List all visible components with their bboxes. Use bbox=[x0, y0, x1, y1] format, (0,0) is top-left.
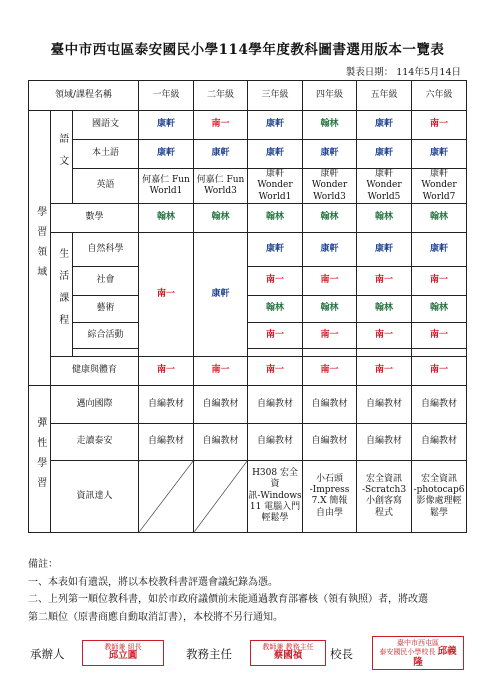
row-health bbox=[29, 356, 467, 385]
header-grade-2: 二年級 bbox=[194, 81, 248, 111]
cell: 自編教材 bbox=[139, 423, 194, 460]
principal-label: 校長 bbox=[330, 647, 353, 661]
row-math bbox=[29, 203, 467, 232]
cell: 南一 bbox=[139, 356, 194, 385]
subject-mandarin: 國語文 bbox=[73, 111, 139, 140]
cell: 自編教材 bbox=[412, 385, 467, 423]
spacer-cell bbox=[412, 348, 467, 356]
cell: 翰林 bbox=[248, 295, 303, 322]
cell: 自編教材 bbox=[303, 423, 357, 460]
cell: 南一 bbox=[412, 266, 467, 295]
cell: 康軒 bbox=[139, 111, 194, 140]
spacer-cell bbox=[303, 348, 357, 356]
row-social bbox=[29, 266, 467, 295]
row-it bbox=[29, 460, 467, 532]
cell: 自編教材 bbox=[248, 423, 303, 460]
cell: 南一 bbox=[248, 266, 303, 295]
cell: 何嘉仁 Fun World3 bbox=[194, 169, 248, 204]
cell: 自編教材 bbox=[412, 423, 467, 460]
row-taian bbox=[29, 423, 467, 460]
cell: 康軒 bbox=[248, 111, 303, 140]
spacer-cell bbox=[357, 348, 412, 356]
cell: 康軒 Wonder World5 bbox=[357, 169, 412, 204]
cell-life-g1: 南一 bbox=[139, 232, 194, 356]
cell: 康軒 bbox=[412, 232, 467, 266]
cell: 翰林 bbox=[303, 111, 357, 140]
cell: 南一 bbox=[303, 356, 357, 385]
subject-science: 自然科學 bbox=[73, 232, 139, 266]
row-native bbox=[29, 140, 467, 169]
cell: 康軒 bbox=[248, 232, 303, 266]
subject-taian: 走讀泰安 bbox=[51, 423, 139, 460]
cell: 自編教材 bbox=[357, 423, 412, 460]
header-row bbox=[29, 81, 467, 111]
cell: 南一 bbox=[412, 111, 467, 140]
group-learning: 學習領域 bbox=[29, 111, 51, 386]
cell: H308 宏全資 訊-Windows 11 電腦入門 輕鬆學 bbox=[248, 460, 303, 532]
note-line-1: 一、本表如有遺誤，將以本校教科書評選會議紀錄為憑。 bbox=[28, 576, 278, 588]
subject-integrative: 綜合活動 bbox=[73, 322, 139, 348]
header-grade-1: 一年級 bbox=[139, 81, 194, 111]
cell: 康軒 bbox=[139, 140, 194, 169]
page-title: 臺中市西屯區泰安國民小學114學年度教科圖書選用版本一覽表 bbox=[50, 42, 445, 58]
cell: 小石頭 -Impress 7.X 簡報 自由學 bbox=[303, 460, 357, 532]
cell: 翰林 bbox=[357, 295, 412, 322]
header-grade-5: 五年級 bbox=[357, 81, 412, 111]
cell: 翰林 bbox=[412, 203, 467, 232]
cell: 康軒 bbox=[303, 232, 357, 266]
cell: 翰林 bbox=[412, 295, 467, 322]
cell-empty-diagonal bbox=[194, 460, 248, 532]
subject-global: 邁向國際 bbox=[51, 385, 139, 423]
cell: 翰林 bbox=[248, 203, 303, 232]
cell-life-g2: 康軒 bbox=[194, 232, 248, 356]
row-science bbox=[29, 232, 467, 266]
cell: 自編教材 bbox=[139, 385, 194, 423]
cell: 自編教材 bbox=[194, 423, 248, 460]
cell: 南一 bbox=[357, 356, 412, 385]
cell: 康軒 bbox=[412, 140, 467, 169]
cell: 翰林 bbox=[357, 203, 412, 232]
date-label: 製表日期： 114年5月14日 bbox=[345, 67, 461, 78]
cell: 南一 bbox=[248, 322, 303, 348]
cell: 何嘉仁 Fun World1 bbox=[139, 169, 194, 204]
cell: 宏全資訊 -Scratch3 小創客寫 程式 bbox=[357, 460, 412, 532]
cell: 翰林 bbox=[139, 203, 194, 232]
cell: 自編教材 bbox=[303, 385, 357, 423]
cell: 康軒 bbox=[248, 140, 303, 169]
cell-empty-diagonal bbox=[139, 460, 194, 532]
row-mandarin bbox=[29, 111, 467, 140]
spacer-cell bbox=[73, 348, 139, 356]
cell: 南一 bbox=[194, 111, 248, 140]
cell: 康軒 Wonder World1 bbox=[248, 169, 303, 204]
subject-social: 社會 bbox=[73, 266, 139, 295]
cell: 康軒 bbox=[357, 140, 412, 169]
undertaker-stamp: 教師兼 組長 邱立圓 bbox=[82, 640, 164, 666]
principal-stamp: 臺中市西屯區 泰安國民小學校長 邱義隆 bbox=[372, 636, 464, 670]
cell: 自編教材 bbox=[248, 385, 303, 423]
header-corner: 領域/課程名稱 bbox=[29, 81, 139, 111]
signature-row bbox=[28, 636, 468, 676]
subject-health: 健康與體育 bbox=[51, 356, 139, 385]
group-life: 生活課程 bbox=[51, 232, 73, 356]
cell: 南一 bbox=[194, 356, 248, 385]
header-grade-3: 三年級 bbox=[248, 81, 303, 111]
spacer-cell bbox=[248, 348, 303, 356]
textbook-table bbox=[28, 80, 467, 533]
cell: 自編教材 bbox=[357, 385, 412, 423]
row-global bbox=[29, 385, 467, 423]
note-line-2a: 二、上列第一順位教科書，如於市政府議價前未能通過教育部審核（領有執照）者，將改選 bbox=[28, 594, 428, 605]
cell: 翰林 bbox=[303, 203, 357, 232]
cell: 南一 bbox=[303, 266, 357, 295]
cell: 康軒 Wonder World3 bbox=[303, 169, 357, 204]
header-grade-4: 四年級 bbox=[303, 81, 357, 111]
cell: 康軒 bbox=[303, 140, 357, 169]
row-integrative bbox=[29, 322, 467, 348]
note-line-2b: 第二順位（原書商應自動取消訂書），本校將不另行通知。 bbox=[28, 611, 283, 623]
cell: 南一 bbox=[303, 322, 357, 348]
cell: 康軒 bbox=[357, 111, 412, 140]
group-language: 語文 bbox=[51, 111, 73, 204]
subject-english: 英語 bbox=[73, 169, 139, 204]
cell: 南一 bbox=[357, 266, 412, 295]
academic-director-label: 教務主任 bbox=[186, 647, 232, 661]
cell: 康軒 bbox=[357, 232, 412, 266]
subject-it: 資訊達人 bbox=[51, 460, 139, 532]
cell: 南一 bbox=[412, 356, 467, 385]
cell: 宏全資訊 -photocap6 影像處理輕 鬆學 bbox=[412, 460, 467, 532]
notes-heading: 備註： bbox=[28, 559, 58, 570]
header-grade-6: 六年級 bbox=[412, 81, 467, 111]
cell: 翰林 bbox=[194, 203, 248, 232]
cell: 南一 bbox=[357, 322, 412, 348]
cell: 翰林 bbox=[303, 295, 357, 322]
undertaker-label: 承辦人 bbox=[30, 647, 65, 661]
subject-arts: 藝術 bbox=[73, 295, 139, 322]
row-english bbox=[29, 169, 467, 204]
row-arts bbox=[29, 295, 467, 322]
notes bbox=[28, 556, 468, 626]
cell: 康軒 bbox=[194, 140, 248, 169]
subject-native: 本土語 bbox=[73, 140, 139, 169]
cell: 南一 bbox=[412, 322, 467, 348]
cell: 南一 bbox=[248, 356, 303, 385]
row-spacer bbox=[29, 348, 467, 356]
cell: 自編教材 bbox=[194, 385, 248, 423]
group-flex: 彈性學習 bbox=[29, 385, 51, 532]
subject-math: 數學 bbox=[51, 203, 139, 232]
academic-director-stamp: 教師兼 教務主任 蔡國禎 bbox=[250, 640, 326, 666]
cell: 康軒 Wonder World7 bbox=[412, 169, 467, 204]
